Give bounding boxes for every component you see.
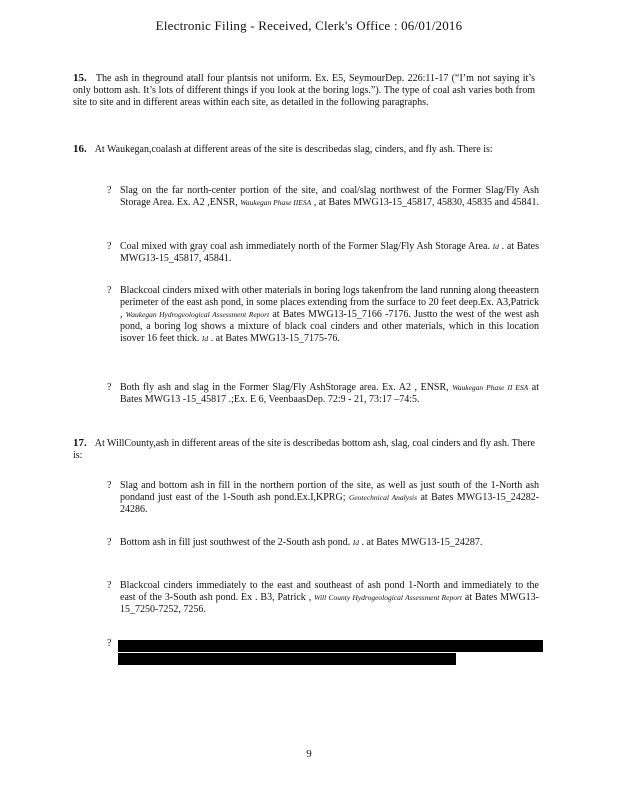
item-tail-2: . at Bates MWG13-15_7175-76. bbox=[210, 333, 340, 344]
bullet-glyph: ? bbox=[107, 638, 112, 649]
bullet-glyph: ? bbox=[107, 580, 112, 591]
redaction-bar bbox=[118, 653, 456, 665]
paragraph-text: At WillCounty,ash in different areas of the site is describedas bottom ash, slag, coal cinders and fly ash. There is: bbox=[73, 438, 535, 461]
list-item bbox=[107, 382, 539, 406]
item-text: Slag on the far north-center portion of the site, and coal/slag northwest of the Former Slag/Fly Ash Storage Area. Ex. A2 ,ENSR, bbox=[120, 185, 539, 208]
paragraph-number: 15. bbox=[73, 72, 87, 84]
page-number: 9 bbox=[306, 748, 312, 760]
filing-header: Electronic Filing - Received, Clerk's Office : 06/01/2016 bbox=[155, 18, 463, 33]
paragraph-text: At Waukegan,coalash at different areas of the site is describedas slag, cinders, and fly ash. There is: bbox=[94, 144, 493, 155]
item-tail: at Bates MWG13-15_7250-7252, 7256. bbox=[120, 592, 539, 615]
list-item bbox=[107, 480, 539, 516]
item-text: Slag and bottom ash in fill in the northern portion of the site, as well as just south of the 1-North ash pondand just east of the 1-South ash pond.Ex.I,KPRG; bbox=[120, 480, 539, 503]
item-tail: at Bates MWG13-15_7166 -7176. Justto the west of the west ash pond, a boring log shows a mixture of black coal cinders and other materials, which in this location isover 16 feet thick. bbox=[120, 309, 540, 344]
bullet-glyph: ? bbox=[107, 480, 112, 491]
paragraph-quote: (“I’m not saying it’s only bottom ash. It’s lots of different things if you look at the boring logs.”). bbox=[73, 73, 536, 96]
item-citation-2: Id bbox=[201, 334, 209, 343]
item-citation: Id bbox=[492, 242, 499, 251]
item-citation: Will County Hydrogeological Assessment Report bbox=[314, 593, 462, 602]
bullet-glyph: ? bbox=[107, 241, 112, 252]
item-text: Blackcoal cinders mixed with other materials in boring logs takenfrom the land running along theeastern perimeter of the east ash pond, in some places extending from the surface to 20 feet deep.Ex. A3,Patrick , bbox=[120, 285, 539, 320]
paragraph-15 bbox=[73, 72, 535, 109]
list-item bbox=[107, 285, 539, 345]
item-citation: Id bbox=[352, 538, 360, 547]
paragraph-17 bbox=[73, 437, 535, 462]
item-citation: Waukegan Hydrogeological Assessment Report bbox=[125, 310, 270, 319]
item-citation: Waukegan Phase IIESA bbox=[240, 198, 312, 207]
paragraph-number: 16. bbox=[73, 143, 87, 155]
item-text: Coal mixed with gray coal ash immediately north of the Former Slag/Fly Ash Storage Area. bbox=[120, 241, 490, 252]
item-citation: Geotechnical Analysis bbox=[348, 493, 418, 502]
item-tail: . at Bates MWG13-15_24287. bbox=[361, 537, 483, 548]
item-text: Blackcoal cinders immediately to the east and southeast of ash pond 1-North and immediately to the east of the 3-South ash pond. Ex . B3, Patrick , bbox=[120, 580, 539, 603]
item-text: Both fly ash and slag in the Former Slag/Fly AshStorage area. Ex. A2 , ENSR, bbox=[120, 382, 449, 393]
paragraph-tail: The type of coal ash varies both from site to site and in different areas within each site, as detailed in the following paragraphs. bbox=[73, 85, 535, 108]
bullet-glyph: ? bbox=[107, 185, 112, 196]
item-tail: , at Bates MWG13-15_45817, 45830, 45835 and 45841. bbox=[313, 197, 539, 208]
item-citation: Waukegan Phase II ESA bbox=[452, 383, 529, 392]
item-text: Bottom ash in fill just southwest of the 2-South ash pond. bbox=[120, 537, 351, 548]
paragraph-16 bbox=[73, 143, 535, 156]
list-item bbox=[107, 241, 539, 265]
list-item bbox=[107, 580, 539, 616]
paragraph-lead: The ash in theground atall four plantsis not uniform. Ex. E5, SeymourDep. 226:11-17 bbox=[95, 73, 449, 84]
redaction-bar bbox=[118, 640, 543, 652]
list-item bbox=[107, 537, 539, 549]
bullet-glyph: ? bbox=[107, 285, 112, 296]
bullet-glyph: ? bbox=[107, 382, 112, 393]
paragraph-number: 17. bbox=[73, 437, 87, 449]
item-tail: . at Bates MWG13-15_45817, 45841. bbox=[120, 241, 539, 264]
bullet-glyph: ? bbox=[107, 537, 112, 548]
list-item bbox=[107, 185, 539, 209]
item-tail: at Bates MWG13 -15_45817 .;Ex. E 6, VeenbaasDep. 72:9 - 21, 73:17 –74:5. bbox=[120, 382, 539, 405]
item-tail: at Bates MWG13-15_24282-24286. bbox=[120, 492, 540, 515]
